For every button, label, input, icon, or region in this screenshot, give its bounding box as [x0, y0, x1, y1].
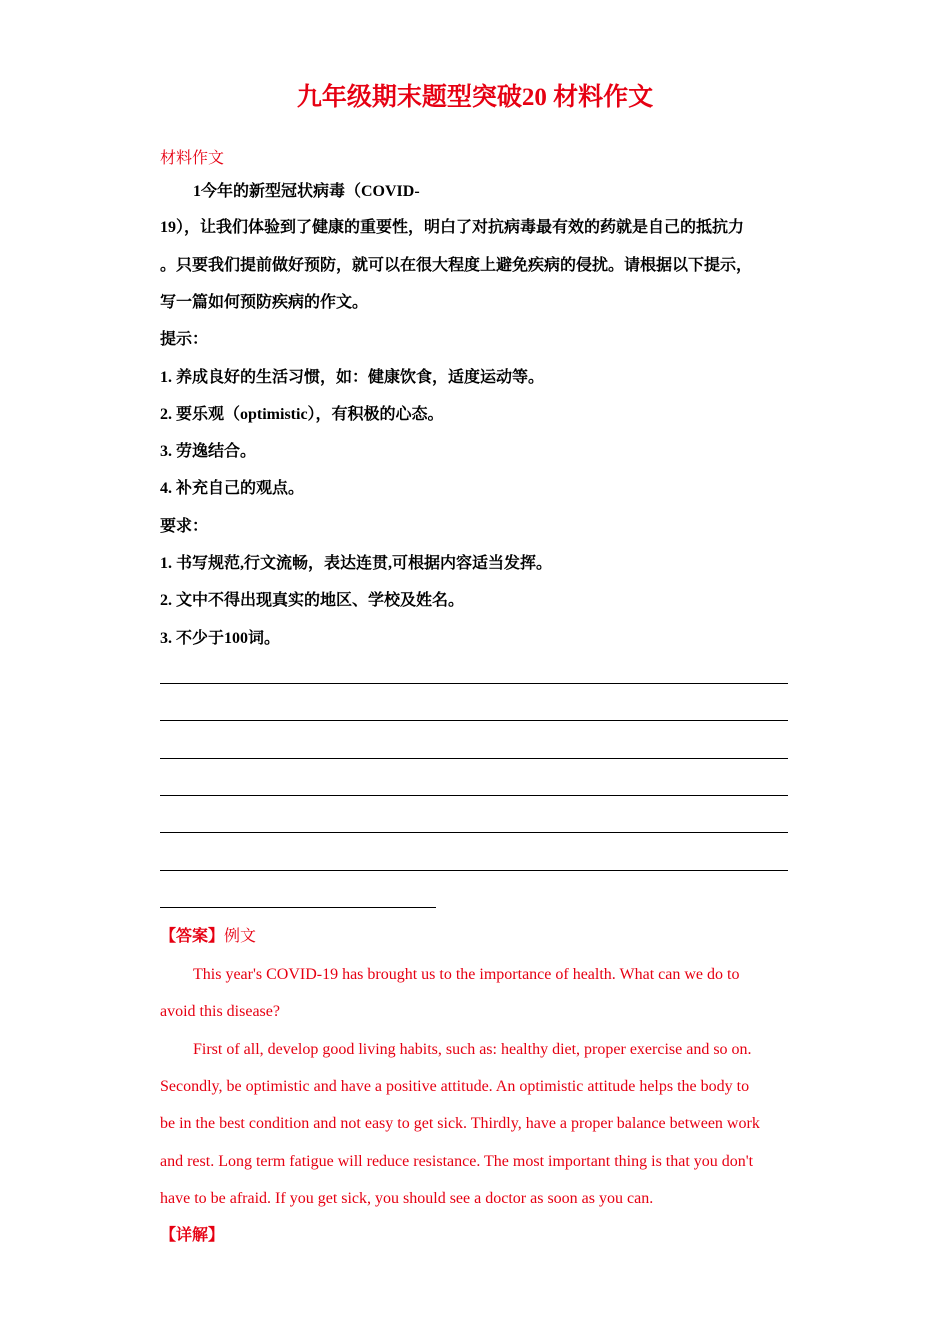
writing-line[interactable]: [160, 683, 788, 684]
requirement-item: 2. 文中不得出现真实的地区、学校及姓名。: [160, 592, 465, 609]
answer-line: This year's COVID-19 has brought us to the importance of health. What can we do to: [193, 966, 740, 983]
prompt-line: 19），让我们体验到了健康的重要性，明白了对抗病毒最有效的药就是自己的抵抗力: [160, 219, 745, 236]
answer-line: have to be afraid. If you get sick, you should see a doctor as soon as you can.: [160, 1190, 654, 1207]
answer-sub-label: 例文: [224, 928, 257, 945]
hints-label: 提示：: [160, 331, 209, 348]
answer-label: 【答案】: [160, 928, 225, 945]
section-heading: 材料作文: [160, 150, 225, 167]
hint-item: 3. 劳逸结合。: [160, 443, 257, 460]
answer-line: and rest. Long term fatigue will reduce resistance. The most important thing is that you don't: [160, 1153, 754, 1170]
writing-line[interactable]: [160, 907, 436, 908]
hint-item: 2. 要乐观（optimistic），有积极的心态。: [160, 406, 444, 423]
page-title: 九年级期末题型突破20 材料作文: [296, 84, 654, 111]
writing-line[interactable]: [160, 870, 788, 871]
writing-line[interactable]: [160, 795, 788, 796]
requirement-item: 1. 书写规范,行文流畅，表达连贯,可根据内容适当发挥。: [160, 555, 553, 572]
writing-line[interactable]: [160, 758, 788, 759]
requirement-item: 3. 不少于100词。: [160, 630, 281, 647]
writing-line[interactable]: [160, 832, 788, 833]
answer-heading: [160, 926, 256, 948]
hint-item: 1. 养成良好的生活习惯，如：健康饮食，适度运动等。: [160, 369, 545, 386]
prompt-line: 。只要我们提前做好预防，就可以在很大程度上避免疾病的侵扰。请根据以下提示，: [160, 257, 753, 274]
prompt-line: 1今年的新型冠状病毒（COVID-: [193, 183, 420, 200]
hint-item: 4. 补充自己的观点。: [160, 480, 305, 497]
requirements-label: 要求：: [160, 518, 209, 535]
answer-line: avoid this disease?: [160, 1003, 280, 1020]
answer-line: be in the best condition and not easy to get sick. Thirdly, have a proper balance between work: [160, 1115, 760, 1132]
detail-label: 【详解】: [160, 1227, 225, 1244]
writing-line[interactable]: [160, 720, 788, 721]
answer-line: Secondly, be optimistic and have a positive attitude. An optimistic attitude helps the body to: [160, 1078, 750, 1095]
answer-line: First of all, develop good living habits, such as: healthy diet, proper exercise and so on.: [193, 1041, 752, 1058]
prompt-line: 写一篇如何预防疾病的作文。: [160, 294, 369, 311]
